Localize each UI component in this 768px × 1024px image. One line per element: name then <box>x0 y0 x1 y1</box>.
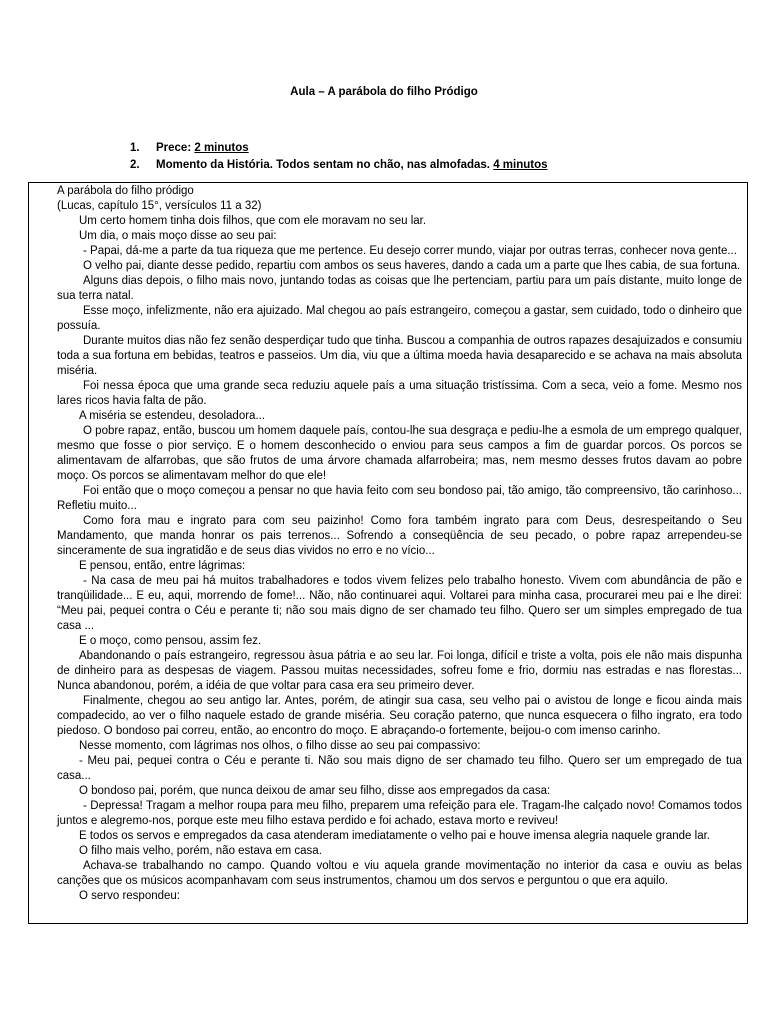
story-paragraph: - Meu pai, pequei contra o Céu e perante ti. Não sou mais digno de ser chamado teu filho. Quero ser um empregado de tua casa... <box>57 755 742 782</box>
story-paragraph: Nesse momento, com lágrimas nos olhos, o filho disse ao seu pai compassivo: <box>79 740 481 752</box>
story-box <box>28 182 748 924</box>
story-reference: (Lucas, capítulo 15°, versículos 11 a 32) <box>57 200 262 212</box>
document-title: Aula – A parábola do filho Pródigo <box>290 86 478 98</box>
story-paragraph: O filho mais velho, porém, não estava em casa. <box>79 845 322 857</box>
story-paragraph: Um dia, o mais moço disse ao seu pai: <box>79 230 277 242</box>
step-duration: 4 minutos <box>493 159 548 171</box>
story-paragraph: Abandonando o país estrangeiro, regressou àsua pátria e ao seu lar. Foi longa, difícil e triste a volta, pois ele não mais dispunha de dinheiro para as despesas de viagem. Passou muitas necessidades, sofreu fome e frio, dormiu nas estradas e nas florestas... Nunca abandonou, porém, a idéia de que voltar para casa era seu primeiro dever. <box>57 650 742 692</box>
step-prayer <box>130 140 548 157</box>
story-heading: A parábola do filho pródigo <box>57 185 194 197</box>
step-number: 2. <box>130 159 140 171</box>
story-paragraph: Finalmente, chegou ao seu antigo lar. Antes, porém, de atingir sua casa, seu velho pai o avistou de longe e ficou ainda mais compadecido, ao ver o filho naquele estado de grande miséria. Seu coração paterno, que nunca esquecera o filho ingrato, era todo piedoso. O bondoso pai correu, então, ao encontro do moço. E abraçando-o fortemente, beijou-o com imenso carinho. <box>57 695 742 737</box>
story-paragraph: E todos os servos e empregados da casa atenderam imediatamente o velho pai e houve imensa alegria naquele grande lar. <box>79 830 710 842</box>
story-paragraph: Um certo homem tinha dois filhos, que com ele moravam no seu lar. <box>79 215 427 227</box>
step-number: 1. <box>130 142 140 154</box>
step-duration: 2 minutos <box>194 142 249 154</box>
story-paragraph: O pobre rapaz, então, buscou um homem daquele país, contou-lhe sua desgraça e pediu-lhe a esmola de um emprego qualquer, mesmo que fosse o pior serviço. E o homem desconhecido o enviou para seus campos a fim de guardar porcos. Os porcos se alimentavam de alfarrobas, que são frutos de uma árvore chamada alfarrobeira; mas, nem mesmo desses frutos davam ao pobre moço. Os porcos se alimentavam melhor do que ele! <box>57 425 742 482</box>
story-paragraph: Alguns dias depois, o filho mais novo, juntando todas as coisas que lhe pertenciam, partiu para um país distante, muito longe de sua terra natal. <box>57 275 742 302</box>
story-paragraphs <box>57 214 742 904</box>
story-paragraph: E o moço, como pensou, assim fez. <box>79 635 262 647</box>
step-text: Momento da História. Todos sentam no chão, nas almofadas. <box>156 159 494 171</box>
story-paragraph: - Depressa! Tragam a melhor roupa para meu filho, preparem uma refeição para ele. Tragam-lhe calçado novo! Comamos todos juntos e alegremo-nos, porque este meu filho estava perdido e foi achado, estava morto e reviveu! <box>57 800 742 827</box>
story-paragraph: Como fora mau e ingrato para com seu paizinho! Como fora também ingrato para com Deus, desrespeitando o Seu Mandamento, que manda honrar os pais terrenos... Sofrendo a conseqüência de seu pecado, o pobre rapaz arrependeu-se sinceramente de sua ingratidão e de seus dias vividos no erro e no vício... <box>57 515 742 557</box>
story-paragraph: E pensou, então, entre lágrimas: <box>79 560 246 572</box>
story-paragraph: Achava-se trabalhando no campo. Quando voltou e viu aquela grande movimentação no interior da casa e ouviu as belas canções que os músicos acompanhavam com seus instrumentos, chamou um dos servos e perguntou o que era aquilo. <box>57 860 742 887</box>
story-paragraph: O velho pai, diante desse pedido, repartiu com ambos os seus haveres, dando a cada um a parte que lhes cabia, de sua fortuna. <box>83 260 741 272</box>
story-paragraph: Esse moço, infelizmente, não era ajuizado. Mal chegou ao país estrangeiro, começou a gastar, sem cuidado, todo o dinheiro que possuía. <box>57 305 742 332</box>
step-text: Prece: <box>156 142 195 154</box>
story-paragraph: O bondoso pai, porém, que nunca deixou de amar seu filho, disse aos empregados da casa: <box>79 785 551 797</box>
story-paragraph: Durante muitos dias não fez senão desperdiçar tudo que tinha. Buscou a companhia de outros rapazes desajuizados e consumiu toda a sua fortuna em bebidas, teatros e passeios. Um dia, viu que a última moeda havia desaparecido e se achava na mais absoluta miséria. <box>57 335 742 377</box>
step-story-moment <box>130 157 548 174</box>
story-paragraph: - Na casa de meu pai há muitos trabalhadores e todos vivem felizes pelo trabalho honesto. Vivem com abundância de pão e tranqüilidade... E eu, aqui, morrendo de fome!... Não, não continuarei aqui. Voltarei para minha casa, procurarei meu pai e lhe direi: “Meu pai, pequei contra o Céu e perante ti; não sou mais digno de ser chamado teu filho. Quero ser um simples empregado de tua casa ... <box>57 575 742 632</box>
story-paragraph: O servo respondeu: <box>79 890 181 902</box>
story-paragraph: - Papai, dá-me a parte da tua riqueza que me pertence. Eu desejo correr mundo, viajar por outras terras, conhecer nova gente... <box>83 245 737 257</box>
story-paragraph: Foi nessa época que uma grande seca reduziu aquele país a uma situação tristíssima. Com a seca, veio a fome. Mesmo nos lares ricos havia falta de pão. <box>57 380 742 407</box>
lesson-steps <box>130 140 548 174</box>
story-paragraph: Foi então que o moço começou a pensar no que havia feito com seu bondoso pai, tão amigo, tão compreensivo, tão carinhoso... Refletiu muito... <box>57 485 742 512</box>
story-paragraph: A miséria se estendeu, desoladora... <box>79 410 266 422</box>
